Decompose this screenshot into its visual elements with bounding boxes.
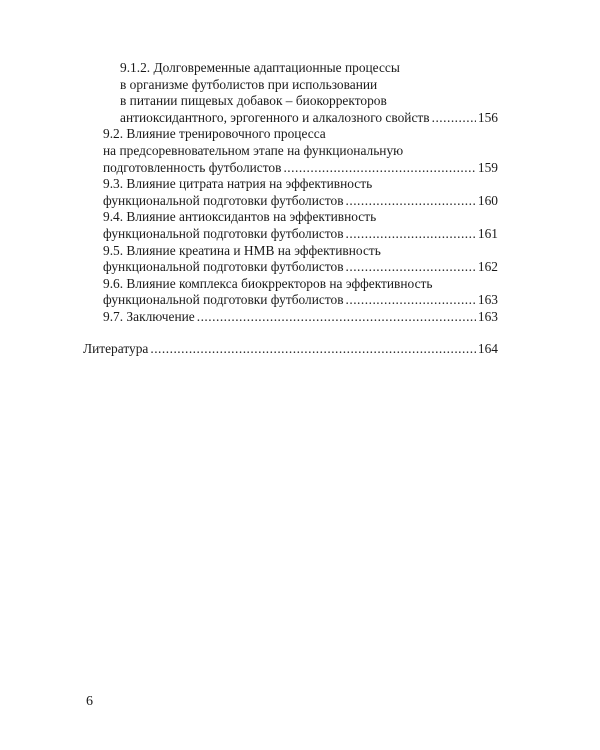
toc-entry-line: антиоксидантного, эргогенного и алкалозного свойств (120, 109, 430, 125)
table-of-contents (83, 60, 498, 357)
toc-entry-line: 9.3. Влияние цитрата натрия на эффективность (103, 176, 373, 192)
toc-entry-line: 9.1.2. Долговременные адаптационные процессы (120, 60, 400, 75)
toc-leader-dots (283, 160, 475, 177)
toc-entry-line: 9.5. Влияние креатина и НМВ на эффективность (103, 242, 381, 258)
toc-entry-last-line (83, 341, 498, 358)
toc-entry-last-line (103, 309, 498, 326)
toc-entry-last-line (103, 193, 498, 210)
toc-entry-line: 9.4. Влияние антиоксидантов на эффективность (103, 209, 377, 225)
toc-entry-9-7 (83, 309, 498, 326)
toc-page-number: 160 (477, 192, 498, 208)
toc-entry-9-1-2 (83, 60, 498, 126)
toc-entry-9-3 (83, 176, 498, 209)
toc-entry-9-4 (83, 209, 498, 242)
toc-entry-line: 9.2. Влияние тренировочного процесса (103, 126, 326, 142)
toc-entry-last-line (120, 110, 498, 127)
toc-leader-dots (432, 110, 476, 127)
toc-page-number: 164 (477, 340, 498, 356)
toc-entry-line: 9.6. Влияние комплекса биокрректоров на эффективность (103, 275, 433, 291)
toc-leader-dots (346, 259, 476, 276)
page-number: 6 (86, 694, 93, 709)
toc-entry-line: 9.7. Заключение (103, 308, 195, 324)
toc-leader-dots (346, 226, 476, 243)
toc-spacer (83, 326, 498, 341)
toc-entry-line: в организме футболистов при использовании (120, 76, 378, 92)
toc-entry-last-line (103, 259, 498, 276)
toc-page-number: 162 (477, 259, 498, 275)
toc-entry-line: функциональной подготовки футболистов (103, 192, 344, 208)
toc-page-number: 163 (477, 308, 498, 324)
toc-entry-line: в питании пищевых добавок – биокорректоров (120, 93, 387, 109)
toc-entry-last-line (103, 226, 498, 243)
toc-page-number: 163 (477, 292, 498, 308)
toc-page-number: 159 (477, 159, 498, 175)
toc-leader-dots (197, 309, 476, 326)
toc-entry-line: на предсоревновательном этапе на функциональную (103, 142, 404, 158)
toc-entry-line: Литература (83, 340, 149, 356)
toc-entry-9-6 (83, 276, 498, 309)
toc-entry-9-5 (83, 243, 498, 276)
toc-leader-dots (346, 292, 476, 309)
toc-leader-dots (346, 193, 476, 210)
toc-page-number: 161 (477, 225, 498, 241)
toc-entry-line: функциональной подготовки футболистов (103, 225, 344, 241)
toc-entry-last-line (103, 292, 498, 309)
toc-leader-dots (150, 341, 476, 358)
toc-page-number: 156 (477, 109, 498, 125)
toc-entry-line: подготовленность футболистов (103, 159, 282, 175)
toc-entry-line: функциональной подготовки футболистов (103, 259, 344, 275)
toc-entry-last-line (103, 160, 498, 177)
toc-entry-literature (83, 341, 498, 358)
toc-entry-line: функциональной подготовки футболистов (103, 292, 344, 308)
toc-entry-9-2 (83, 126, 498, 176)
